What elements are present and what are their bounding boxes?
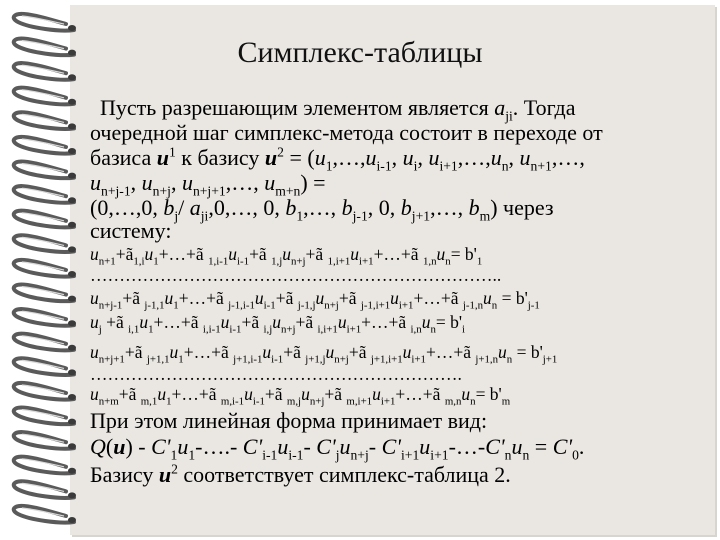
binding-loop — [14, 260, 76, 277]
binding-loop — [14, 358, 76, 375]
dots-row-1: …………………………………………………………….. — [90, 265, 502, 285]
binding-loop — [14, 309, 76, 326]
equation-5: $u_{n+m}+ã$ $_{m,1}u_1+\dots+ã$ $_{m,i-1}u_{i-1}+ã$ $_{m,j}u_{n+j}+ã$ $_{m,i+1}u_{i+1}+\dots+ã$ $_{m,n}u_n= b'_m$ — [90, 384, 511, 408]
slide-title: Симплекс-таблицы — [237, 36, 483, 69]
conclusion-line: Базису $u^2$ соответствует симплекс-таблица 2. — [90, 461, 511, 487]
binding-loop — [14, 88, 76, 105]
equation-1: $u_{n+1}+ã_{1,i}u_1+\dots+ã$ $_{1,i-1}u_{i-1}+ã$ $_{1,j}u_{n+j}+ã$ $_{1,i+1}u_{i+1}+\dots+ã$ $_{1,n}u_n= b'_1$ — [90, 244, 483, 268]
binding-loop — [14, 432, 76, 449]
intro-line-2: очередной шаг симплекс-метода состоит в переходе от — [90, 120, 603, 145]
equation-2: $u_{n+j-1}+ã$ $_{j-1,1}u_1+\dots+ã$ $_{j-1,i-1}u_{i-1}+ã$ $_{j-1,j}u_{n+j}+ã$ $_{j-1,i+1}u_{i+1}+\dots+ã$ $_{j-1,n}u_n = b'_{j-1}$ — [90, 288, 540, 312]
intro-line-5: (0,…,0, $b_j/$ $a_{ji},0,\dots$, 0, $b_1,\dots$, $b_{j-1}$, 0, $b_{j+1},\dots$, $b_m$) через — [90, 195, 554, 224]
binding-loop — [14, 112, 76, 129]
intro-line-4: $u_{n+j-1}$, $u_{n+j}$, $u_{n+j+1},\dots$, $u_{m+n}$) = — [90, 170, 326, 199]
binding-loop — [14, 383, 76, 400]
linear-form-equation: $Q(u) - C'_1u_1-\dots.-$ $C'_{i-1}u_{i-1}-$ $C'_ju_{n+j}-$ $C'_{i+1}u_{i+1}-\dots-C'_nu_n = C'_0$. — [90, 434, 585, 463]
intro-line-3: базиса $u^1$ к базису $u^2$ = ($u_1,\dots,u_{i-1}$, $u_i$, $u_{i+1},\dots,u_n$, $u_{n+1},\dots$, — [90, 144, 585, 174]
intro-line-6: систему: — [90, 218, 172, 243]
binding-loop — [14, 457, 76, 474]
binding-loop — [14, 235, 76, 252]
binding-loop — [14, 161, 76, 178]
binding-loop — [14, 407, 76, 424]
binding-loop — [14, 334, 76, 351]
binding-loop — [14, 186, 76, 203]
dots-row-2: ………………………………………………………. — [90, 364, 462, 384]
binding-loop — [14, 14, 76, 31]
binding-loop — [14, 284, 76, 301]
binding-loop — [14, 211, 76, 228]
equation-4: $u_{n+j+1}+ã$ $_{j+1,1}u_1+\dots+ã$ $_{j+1,i-1}u_{i-1}+ã$ $_{j+1,j}u_{n+j}+ã$ $_{j+1,i+1}u_{i+1}+\dots+ã$ $_{j+1,n}u_n = b'_{j+1}$ — [90, 342, 558, 366]
intro-line-1: Пусть разрешающим элементом является $a_{ji}$. Тогда — [100, 95, 576, 124]
binding-loop — [14, 137, 76, 154]
binding-loop — [14, 506, 76, 523]
spiral-binding-icon — [0, 0, 80, 540]
equation-3: $u_j$ +ã $_{i,1}u_1+\dots+ã$ $_{i,i-1}u_{i-1}+ã$ $_{i,j}u_{n+j}+ã$ $_{i,i+1}u_{i+1}+\dots+ã$ $_{i,n}u_n= b'_i$ — [90, 312, 466, 336]
binding-loop — [14, 481, 76, 498]
linear-form-intro: При этом линейная форма принимает вид: — [90, 408, 488, 433]
